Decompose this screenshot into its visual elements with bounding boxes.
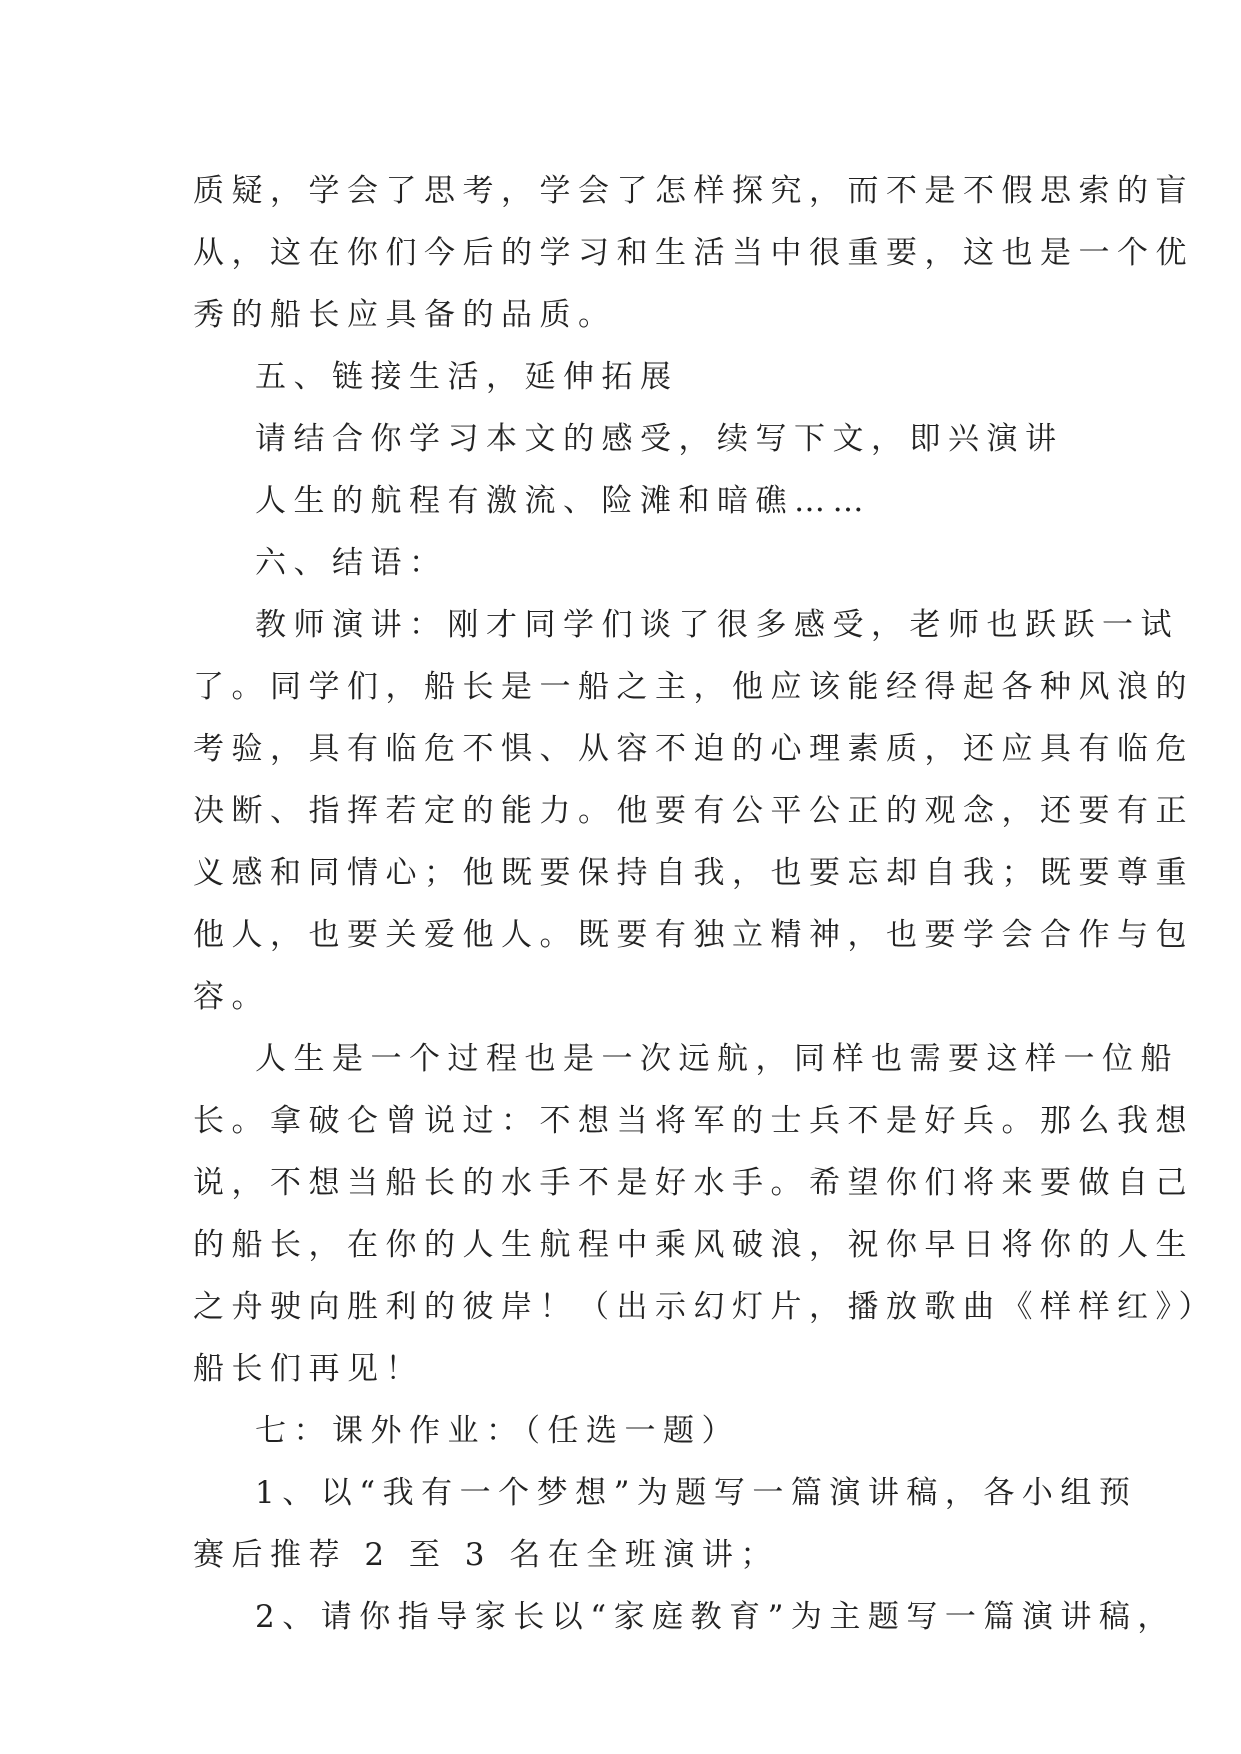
text-line: 人生的航程有激流、险滩和暗礁……: [255, 483, 871, 519]
text-line: 质疑，学会了思考，学会了怎样探究，而不是不假思索的盲: [193, 173, 1194, 209]
text-line: 2、请你指导家长以“家庭教育”为主题写一篇演讲稿，: [255, 1599, 1176, 1635]
text-line: 他人，也要关爱他人。既要有独立精神，也要学会合作与包: [193, 917, 1194, 953]
text-line: 七：课外作业：（任选一题）: [255, 1413, 740, 1449]
text-line: 从，这在你们今后的学习和生活当中很重要，这也是一个优: [193, 235, 1194, 271]
text-line: 决断、指挥若定的能力。他要有公平公正的观念，还要有正: [193, 793, 1194, 829]
text-line: 船长们再见！: [193, 1351, 424, 1387]
text-line: 教师演讲：刚才同学们谈了很多感受，老师也跃跃一试: [255, 607, 1179, 643]
text-line: 六、结语：: [255, 545, 448, 581]
text-line: 了。同学们，船长是一船之主，他应该能经得起各种风浪的: [193, 669, 1194, 705]
text-line: 五、链接生活，延伸拓展: [255, 359, 679, 395]
text-line: 考验，具有临危不惧、从容不迫的心理素质，还应具有临危: [193, 731, 1194, 767]
text-line: 赛后推荐 2 至 3 名在全班演讲；: [193, 1537, 779, 1573]
text-line: 的船长，在你的人生航程中乘风破浪，祝你早日将你的人生: [193, 1227, 1194, 1263]
text-line: 请结合你学习本文的感受，续写下文，即兴演讲: [255, 421, 1064, 457]
text-line: 秀的船长应具备的品质。: [193, 297, 617, 333]
text-line: 容。: [193, 979, 270, 1015]
text-line: 说，不想当船长的水手不是好水手。希望你们将来要做自己: [193, 1165, 1194, 1201]
text-line: 人生是一个过程也是一次远航，同样也需要这样一位船: [255, 1041, 1179, 1077]
text-line: 1、以“我有一个梦想”为题写一篇演讲稿，各小组预: [255, 1475, 1138, 1511]
document-body: [193, 160, 1217, 1648]
text-line: 之舟驶向胜利的彼岸！（出示幻灯片，播放歌曲《样样红》）: [193, 1289, 1217, 1325]
text-line: 义感和同情心；他既要保持自我，也要忘却自我；既要尊重: [193, 855, 1194, 891]
text-line: 长。拿破仑曾说过：不想当将军的士兵不是好兵。那么我想: [193, 1103, 1194, 1139]
